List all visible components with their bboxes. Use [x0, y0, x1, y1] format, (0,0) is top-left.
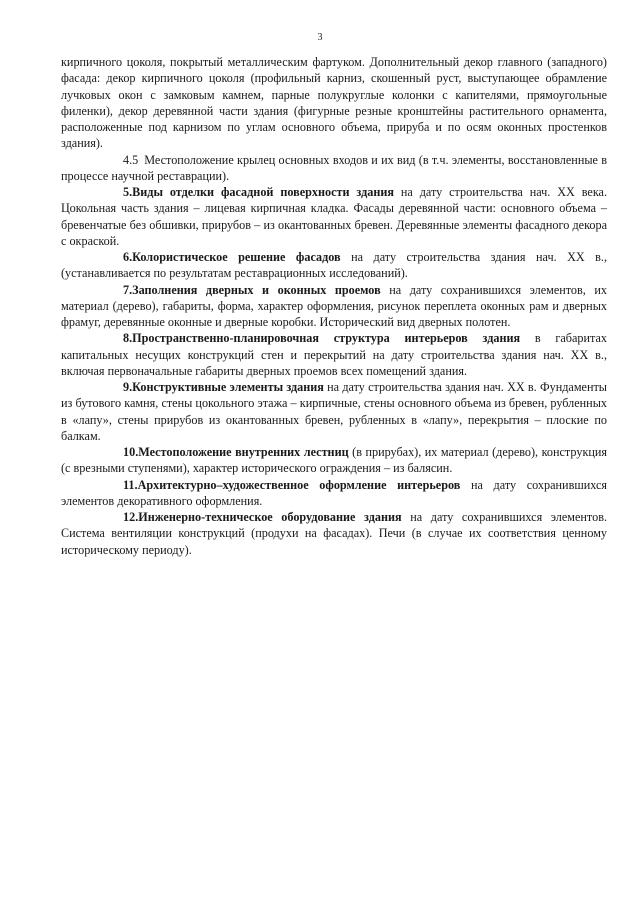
paragraph-text: на дату сохранившихся элементов. Система вентиляции конструкций (продухи на фасадах). Печи (в случае их соответствия ценному историческому периоду).	[61, 510, 607, 557]
paragraph-heading: Колористическое решение фасадов	[132, 250, 341, 264]
paragraph-number: 6.	[123, 250, 133, 264]
paragraph-text: на дату строительства здания нач. XX в., (устанавливается по результатам реставрационных исследований).	[61, 250, 607, 281]
paragraph-6	[61, 249, 607, 282]
paragraph-12	[61, 509, 607, 558]
paragraph-number: 8.	[123, 331, 133, 346]
paragraph-number: 7.	[123, 282, 133, 297]
paragraph-text: (в прирубах), их материал (дерево), конструкция (с врезными ступенями), характер исторического ограждения – из балясин.	[61, 445, 608, 476]
paragraph-8	[61, 330, 607, 379]
paragraph-heading: Местоположение внутренних лестниц	[138, 445, 349, 459]
paragraph-number: 11.	[123, 477, 138, 492]
paragraph-text: в габаритах капитальных несущих конструкций стен и перекрытий на дату строительства здания нач. XX в., включая первоначальные габариты дверных проемов всех помещений здания.	[61, 331, 607, 378]
paragraph-5	[61, 184, 607, 249]
paragraph-text: на дату строительства здания нач. XX в. Фундаменты из бутового камня, стены цокольного этажа – кирпичные, стены основного объема из бревен, рубленных в «лапу», стены прирубов из окантованных бревен, рубленных в «лапу», перекрытия – плоские по балкам.	[61, 380, 607, 443]
paragraph-heading: Архитектурно–художественное оформление интерьеров	[137, 477, 461, 492]
paragraph-4-5	[61, 152, 607, 185]
paragraph-text: Местоположение крылец основных входов и их вид (в т.ч. элементы, восстановленные в процессе научной реставрации).	[61, 152, 607, 183]
paragraph-7	[61, 282, 607, 331]
paragraph-heading: Конструктивные элементы здания	[132, 380, 324, 394]
paragraph-10	[61, 444, 607, 477]
paragraph-9	[61, 379, 607, 444]
paragraph-11	[61, 477, 607, 510]
paragraph-heading: Виды отделки фасадной поверхности здания	[132, 185, 394, 199]
paragraph-text: на дату сохранившихся элементов декоративного оформления.	[61, 477, 607, 508]
paragraph-number: 4.5	[123, 152, 139, 167]
page-number: 3	[317, 32, 323, 43]
paragraph-text: на дату строительства нач. XX века. Цокольная часть здания – лицевая кирпичная кладка. Фасады деревянной части: основного объема – бревенчатые без обшивки, прирубов – из окантованных бревен. Деревянные элементы фасадного декора с окраской.	[61, 185, 608, 248]
document-body	[61, 54, 607, 558]
paragraph-number: 10.	[123, 445, 139, 459]
paragraph-text: на дату сохранившихся элементов, их материал (дерево), габариты, форма, характер оформления, рисунок переплета оконных рам и дверных фрамуг, деревянные оконные и дверные коробки. Исторический вид дверных полотен.	[61, 282, 607, 329]
paragraph-text: кирпичного цоколя, покрытый металлическим фартуком. Дополнительный декор главного (западного) фасада: декор кирпичного цоколя (профильный карниз, скошенный руст, выступающее обрамление лучковых окон с замковым камнем, парные полукруглые колонки с капителями, прямоугольные филенки), декор деревянной части здания (фигурные резные кронштейны растительного орнамента, расположенные под карнизом по углам основного объема, прируба и по осям оконных простенков здания).	[61, 55, 607, 151]
paragraph-number: 9.	[123, 380, 133, 394]
paragraph-continuation	[61, 54, 607, 152]
paragraph-heading: Инженерно-техническое оборудование здания	[138, 510, 402, 524]
paragraph-number: 5.	[123, 185, 133, 199]
paragraph-heading: Пространственно-планировочная структура интерьеров здания	[132, 331, 521, 346]
paragraph-number: 12.	[123, 510, 139, 524]
paragraph-heading: Заполнения дверных и оконных проемов	[132, 282, 381, 297]
